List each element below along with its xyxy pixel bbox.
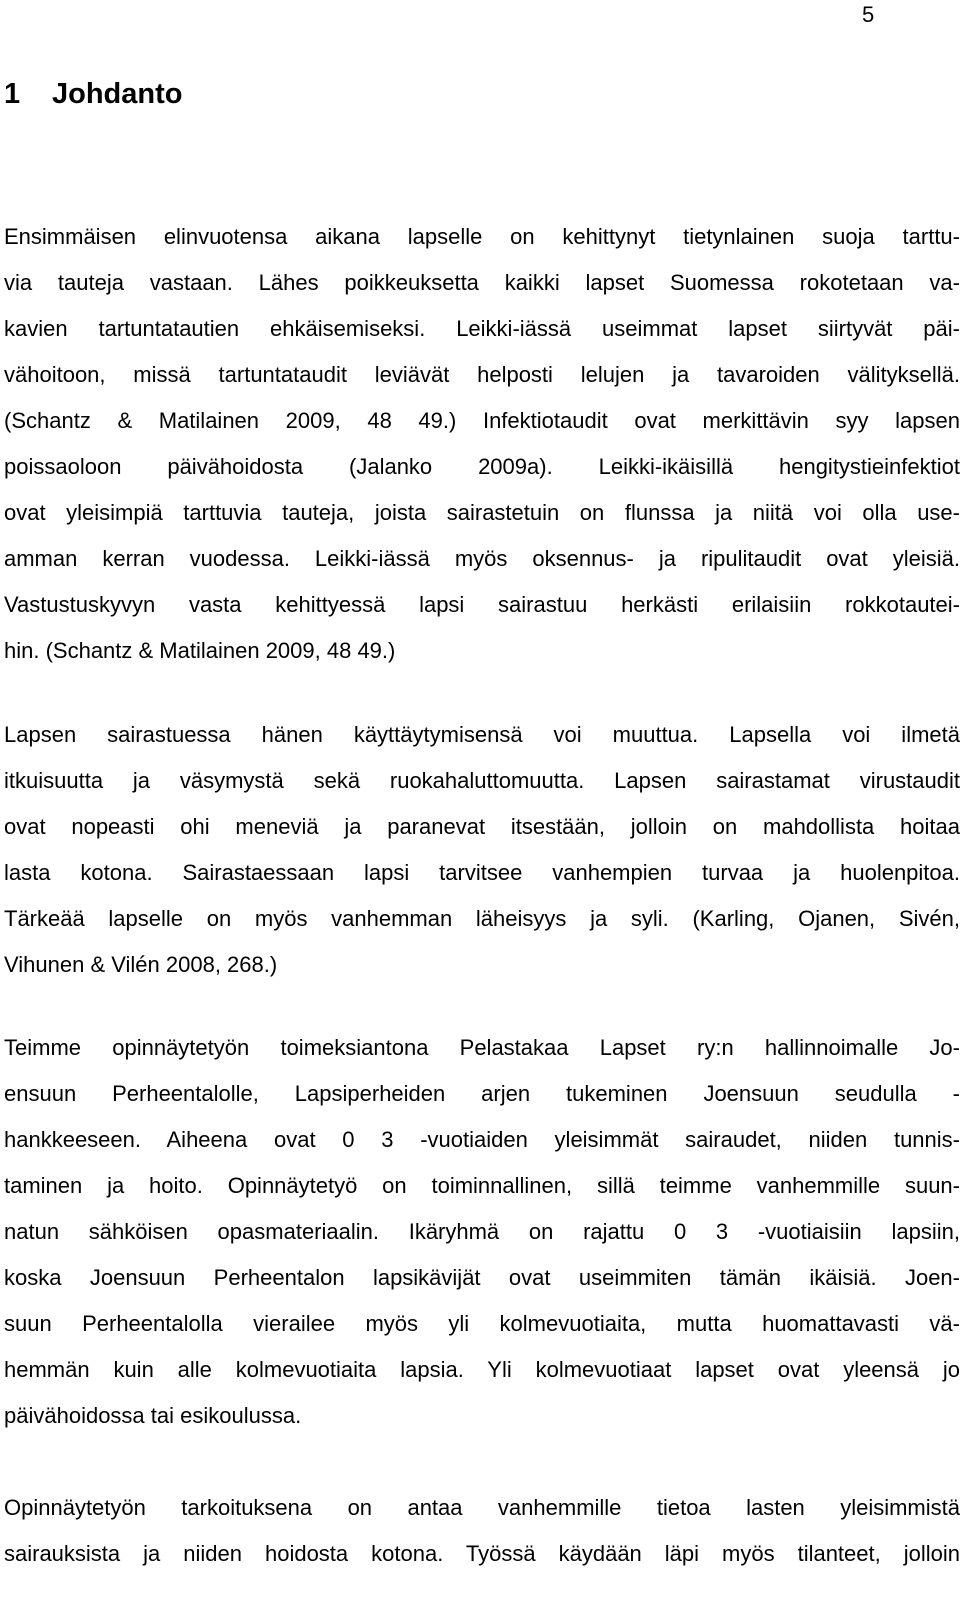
text-line: hin. (Schantz & Matilainen 2009, 48 49.) [4,638,396,663]
text-line: Tärkeää lapselle on myös vanhemman läheisyys ja syli. (Karling, Ojanen, Sivén, [4,906,960,931]
text-line: ovat nopeasti ohi meneviä ja paranevat itsestään, jolloin on mahdollista hoitaa [4,814,960,839]
chapter-heading [4,77,183,111]
text-line: suun Perheentalolla vierailee myös yli kolmevuotiaita, mutta huomattavasti vä- [4,1311,960,1336]
text-line: amman kerran vuodessa. Leikki-iässä myös oksennus- ja ripulitaudit ovat yleisiä. [4,546,960,571]
text-line: hankkeeseen. Aiheena ovat 0 3 -vuotiaiden yleisimmät sairaudet, niiden tunnis- [4,1127,960,1152]
text-line: poissaoloon päivähoidosta (Jalanko 2009a). Leikki-ikäisillä hengitystieinfektiot [4,454,960,479]
paragraph-3 [4,1025,960,1439]
text-line: itkuisuutta ja väsymystä sekä ruokahaluttomuutta. Lapsen sairastamat virustaudit [4,768,960,793]
chapter-number: 1 [4,78,21,110]
text-line: ovat yleisimpiä tarttuvia tauteja, joista sairastetuin on flunssa ja niitä voi olla use- [4,500,960,525]
text-line: via tauteja vastaan. Lähes poikkeuksetta kaikki lapset Suomessa rokotetaan va- [4,270,960,295]
text-line: sairauksista ja niiden hoidosta kotona. Työssä käydään läpi myös tilanteet, jolloin [4,1541,960,1566]
text-line: koska Joensuun Perheentalon lapsikävijät ovat useimmiten tämän ikäisiä. Joen- [4,1265,960,1290]
text-line: päivähoidossa tai esikoulussa. [4,1403,302,1428]
text-line: Vastustuskyvyn vasta kehittyessä lapsi sairastuu herkästi erilaisiin rokkotautei- [4,592,960,617]
text-line: taminen ja hoito. Opinnäytetyö on toiminnallinen, sillä teimme vanhemmille suun- [4,1173,960,1198]
chapter-title: Johdanto [52,78,183,110]
text-line: Ensimmäisen elinvuotensa aikana lapselle on kehittynyt tietynlainen suoja tarttu- [4,224,960,249]
page-number: 5 [862,2,875,27]
text-line: natun sähköisen opasmateriaalin. Ikäryhmä on rajattu 0 3 -vuotiaisiin lapsiin, [4,1219,960,1244]
text-line: ensuun Perheentalolle, Lapsiperheiden arjen tukeminen Joensuun seudulla - [4,1081,960,1106]
text-line: Opinnäytetyön tarkoituksena on antaa vanhemmille tietoa lasten yleisimmistä [4,1495,960,1520]
text-line: lasta kotona. Sairastaessaan lapsi tarvitsee vanhempien turvaa ja huolenpitoa. [4,860,960,885]
text-line: Vihunen & Vilén 2008, 268.) [4,952,278,977]
paragraph-4 [4,1485,960,1577]
text-line: kavien tartuntatautien ehkäisemiseksi. Leikki-iässä useimmat lapset siirtyvät päi- [4,316,960,341]
paragraph-2 [4,712,960,988]
text-line: Lapsen sairastuessa hänen käyttäytymisensä voi muuttua. Lapsella voi ilmetä [4,722,960,747]
text-line: vähoitoon, missä tartuntataudit leviävät helposti lelujen ja tavaroiden välityksellä. [4,362,960,387]
paragraph-1 [4,214,960,674]
text-line: (Schantz & Matilainen 2009, 48 49.) Infektiotaudit ovat merkittävin syy lapsen [4,408,960,433]
text-line: Teimme opinnäytetyön toimeksiantona Pelastakaa Lapset ry:n hallinnoimalle Jo- [4,1035,960,1060]
text-line: hemmän kuin alle kolmevuotiaita lapsia. Yli kolmevuotiaat lapset ovat yleensä jo [4,1357,960,1382]
